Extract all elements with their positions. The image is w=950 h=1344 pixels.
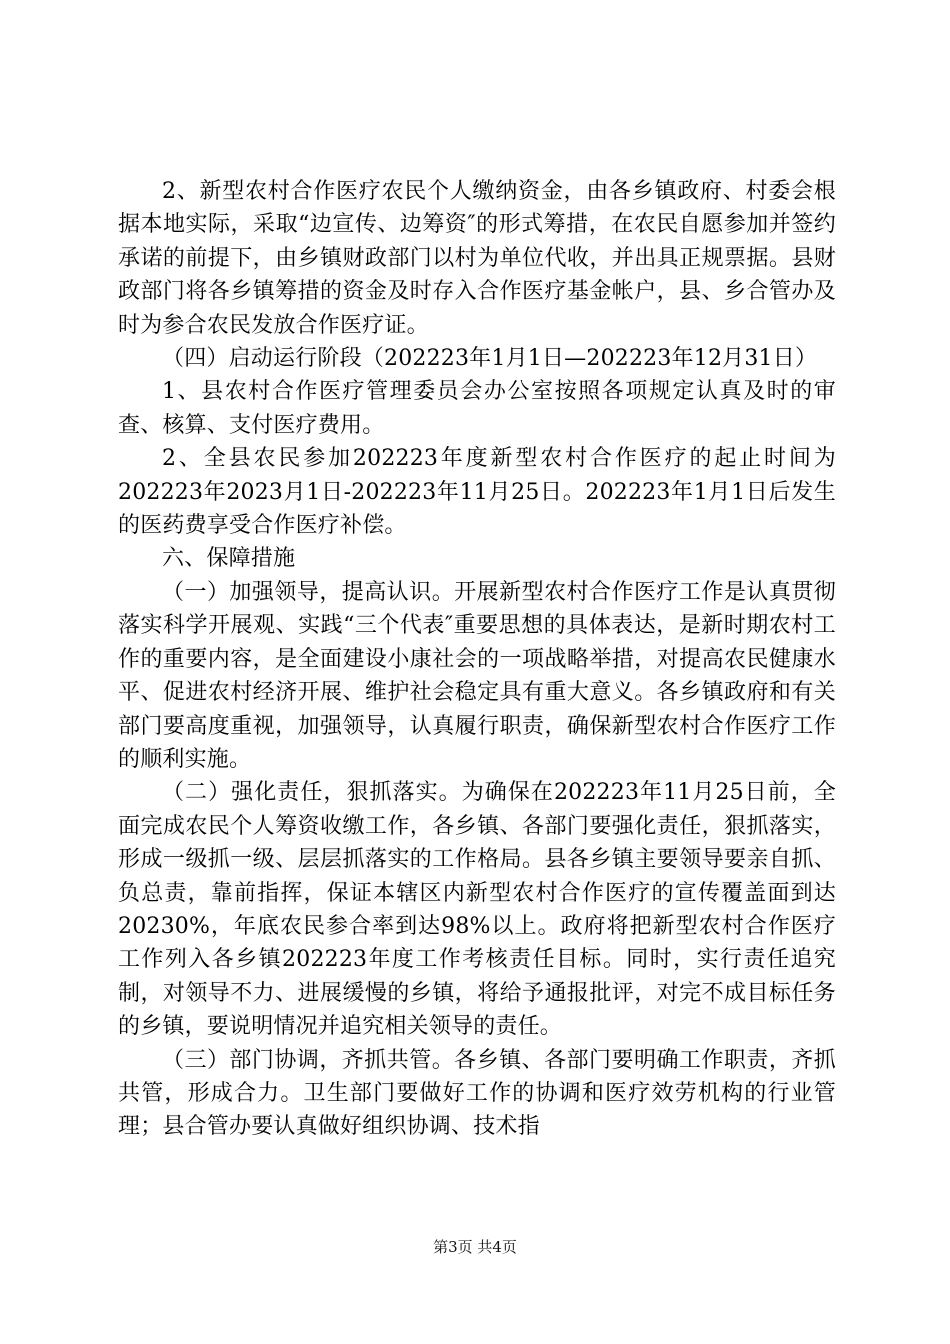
document-body <box>118 175 836 1144</box>
paragraph-responsibility: （二）强化责任，狠抓落实。为确保在202223年11月25日前，全面完成农民个人筹资收缴工作，各乡镇、各部门要强化责任，狠抓落实，形成一级抓一级、层层抓落实的工作格局。县各乡镇主要领导要亲自抓、负总责，靠前指挥，保证本辖区内新型农村合作医疗的宣传覆盖面到达20230%，年底农民参合率到达98%以上。政府将把新型农村合作医疗工作列入各乡镇202223年度工作考核责任目标。同时，实行责任追究制，对领导不力、进展缓慢的乡镇，将给予通报批评，对完不成目标任务的乡镇，要说明情况并追究相关领导的责任。 <box>118 780 836 1040</box>
paragraph-coordination: （三）部门协调，齐抓共管。各乡镇、各部门要明确工作职责，齐抓共管，形成合力。卫生部门要做好工作的协调和医疗效劳机构的行业管理；县合管办要认真做好组织协调、技术指 <box>118 1047 836 1140</box>
paragraph-leadership: （一）加强领导，提高认识。开展新型农村合作医疗工作是认真贯彻落实科学开展观、实践“三个代表″重要思想的具体表达，是新时期农村工作的重要内容，是全面建设小康社会的一项战略举措，对提高农民健康水平、促进农村经济开展、维护社会稳定具有重大意义。各乡镇政府和有关部门要高度重视，加强领导，认真履行职责，确保新型农村合作医疗工作的顺利实施。 <box>118 579 836 772</box>
paragraph-participation-period: 2、全县农民参加202223年度新型农村合作医疗的起止时间为202223年2023月1日-202223年11月25日。202223年1月1日后发生的医药费享受合作医疗补偿。 <box>118 446 836 539</box>
page-footer: 第3页 共4页 <box>433 1238 517 1256</box>
paragraph-review-payments: 1、县农村合作医疗管理委员会办公室按照各项规定认真及时的审查、核算、支付医疗费用。 <box>118 379 836 438</box>
section-heading-launch-phase: （四）启动运行阶段（202223年1月1日—202223年12月31日） <box>162 346 818 372</box>
paragraph-fundraising: 2、新型农村合作医疗农民个人缴纳资金，由各乡镇政府、村委会根据本地实际，采取“边宣传、边筹资″的形式筹措，在农民自愿参加并签约承诺的前提下，由乡镇财政部门以村为单位代收，并出具正规票据。县财政部门将各乡镇筹措的资金及时存入合作医疗基金帐户，县、乡合管办及时为参合农民发放合作医疗证。 <box>118 179 836 338</box>
section-heading-safeguards: 六、保障措施 <box>162 546 296 572</box>
